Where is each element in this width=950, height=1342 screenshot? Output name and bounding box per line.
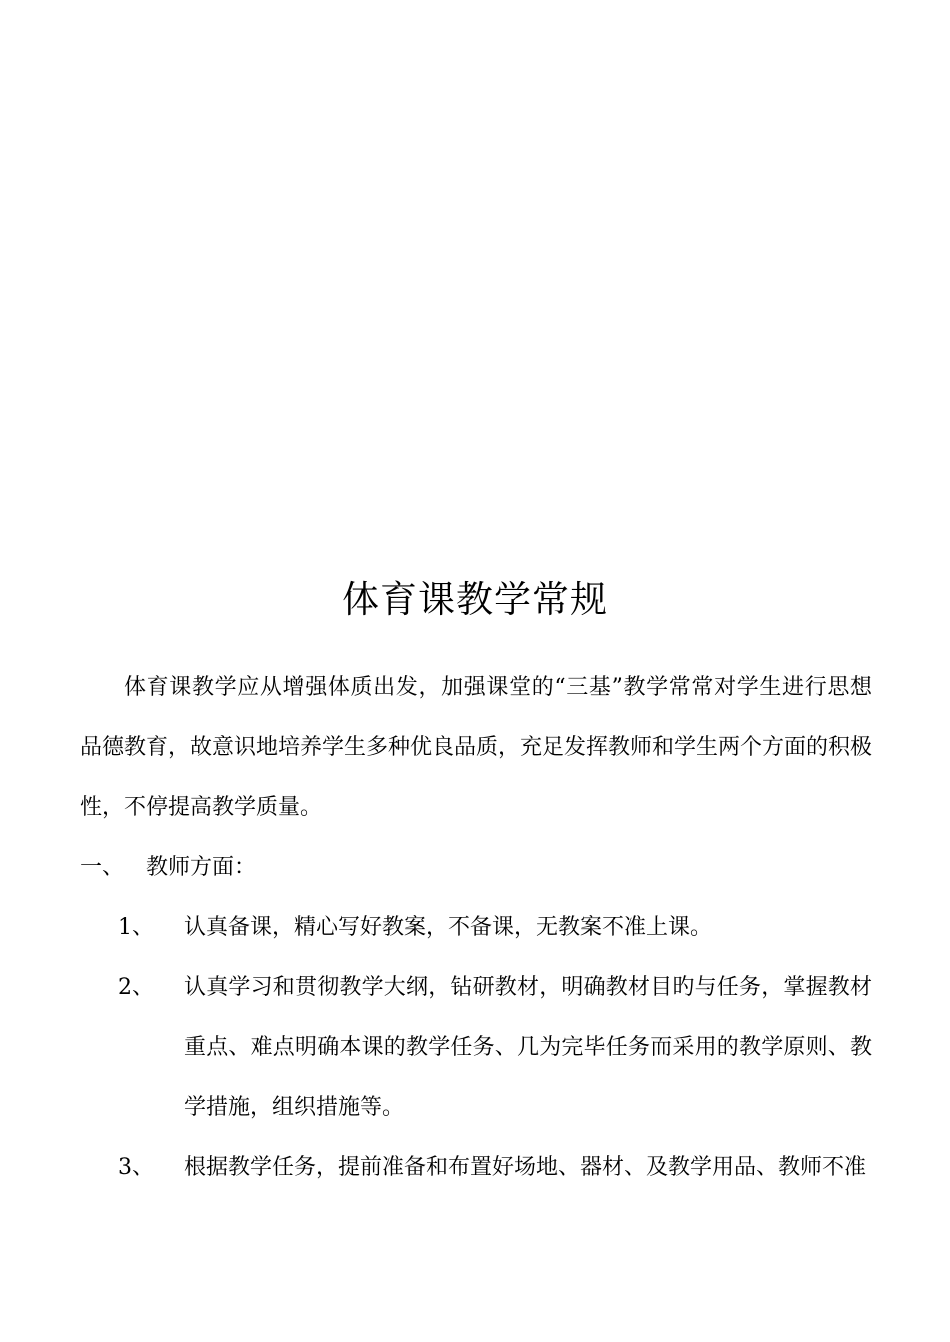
list-item-number: 1、 <box>118 915 154 940</box>
list-item-text: 根据教学任务，提前准备和布置好场地、器材、及教学用品、教师不准 <box>184 1155 867 1180</box>
document-title: 体育课教学常规 <box>342 578 608 621</box>
list-item <box>118 1138 872 1198</box>
section-heading <box>80 838 256 898</box>
section-number: 一、 <box>80 855 125 880</box>
list-item-text: 认真学习和贯彻教学大纲，钻研教材，明确教材目旳与任务，掌握教材重点、难点明确本课的教学任务、几为完毕任务而采用的教学原则、教学措施，组织措施等。 <box>184 975 872 1120</box>
section-title: 教师方面： <box>146 855 257 880</box>
list-item <box>118 898 872 958</box>
intro-paragraph: 体育课教学应从增强体质出发，加强课堂的“三基”教学常常对学生进行思想品德教育，故意识地培养学生多种优良品质，充足发挥教师和学生两个方面的积极性，不停提高教学质量。 <box>80 675 873 820</box>
list-item-number: 2、 <box>118 975 154 1000</box>
list-item-number: 3、 <box>118 1155 154 1180</box>
list-item-text: 认真备课，精心写好教案，不备课，无教案不准上课。 <box>184 915 713 940</box>
list-item <box>118 958 872 1138</box>
